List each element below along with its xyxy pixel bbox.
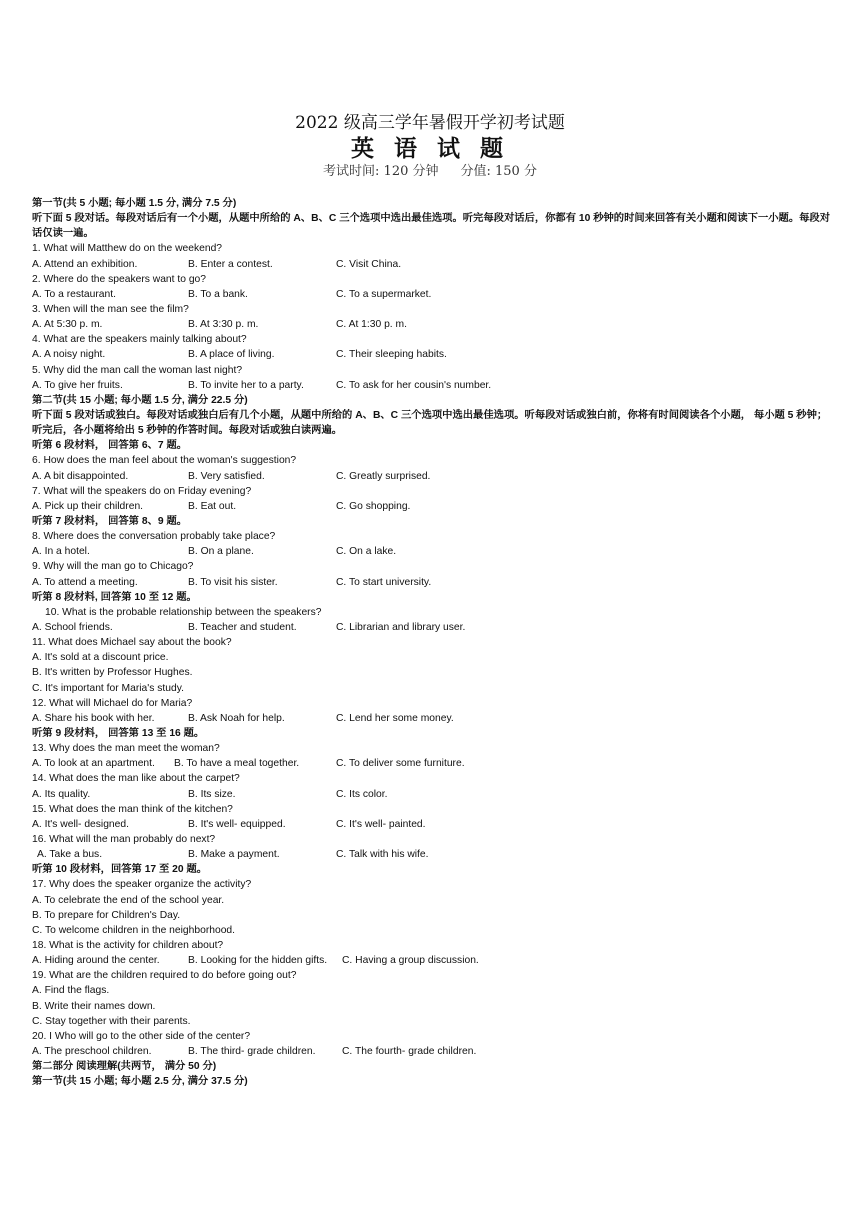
option-a: A. Find the flags. — [32, 985, 110, 997]
option-c: C. To welcome children in the neighborhood. — [32, 924, 236, 936]
option-b: B. Eat out. — [188, 500, 237, 512]
material-heading: 听第 10 段材料，回答第 17 至 20 题。 — [32, 864, 208, 876]
options-row — [32, 499, 832, 514]
question: 12. What will Michael do for Maria? — [32, 697, 193, 709]
options-row — [32, 347, 832, 362]
section-heading: 第一节(共 15 小题; 每小题 2.5 分, 满分 37.5 分) — [32, 1076, 248, 1088]
question: 13. Why does the man meet the woman? — [32, 743, 220, 755]
exam-title: 2022 级高三学年暑假开学初考试题 — [295, 113, 565, 133]
question: 6. How does the man feel about the woman's suggestion? — [32, 455, 297, 467]
option-b: B. To have a meal together. — [174, 758, 300, 770]
options-row — [32, 257, 832, 272]
option-b: B. Looking for the hidden gifts. — [188, 955, 328, 967]
option-c: C. To a supermarket. — [336, 288, 432, 300]
option-a: A. To give her fruits. — [32, 379, 123, 391]
exam-score: 分值: 150 分 — [460, 164, 537, 179]
question: 14. What does the man like about the carpet? — [32, 773, 240, 785]
question: 2. Where do the speakers want to go? — [32, 273, 207, 285]
option-c: C. It's well- painted. — [336, 818, 426, 830]
section-heading: 第二节(共 15 小题; 每小题 1.5 分, 满分 22.5 分) — [32, 394, 248, 406]
option-c: C. Lend her some money. — [336, 712, 454, 724]
question: 20. I Who will go to the other side of the center? — [32, 1030, 251, 1042]
options-row — [32, 544, 832, 559]
exam-body — [32, 196, 832, 1089]
option-b: B. It's written by Professor Hughes. — [32, 667, 193, 679]
question: 17. Why does the speaker organize the activity? — [32, 879, 252, 891]
options-row — [32, 953, 832, 968]
option-c: C. Greatly surprised. — [336, 470, 431, 482]
option-a: A. The preschool children. — [32, 1045, 152, 1057]
option-b: B. Make a payment. — [188, 849, 280, 861]
option-c: C. Its color. — [336, 788, 388, 800]
part-heading: 第二部分 阅读理解(共两节， 满分 50 分) — [32, 1061, 217, 1073]
question: 7. What will the speakers do on Friday evening? — [32, 485, 252, 497]
material-heading: 听第 6 段材料， 回答第 6、7 题。 — [32, 440, 188, 452]
question: 5. Why did the man call the woman last night? — [32, 364, 243, 376]
question: 4. What are the speakers mainly talking about? — [32, 334, 247, 346]
question: 19. What are the children required to do before going out? — [32, 970, 297, 982]
option-b: B. To a bank. — [188, 288, 248, 300]
option-c: C. The fourth- grade children. — [342, 1045, 477, 1057]
option-c: C. Stay together with their parents. — [32, 1015, 191, 1027]
question: 3. When will the man see the film? — [32, 304, 189, 316]
option-a: A. To a restaurant. — [32, 288, 116, 300]
option-c: C. Visit China. — [336, 258, 402, 270]
options-row — [32, 817, 832, 832]
option-b: B. Write their names down. — [32, 1000, 156, 1012]
option-a: A. School friends. — [32, 622, 113, 633]
options-row — [32, 756, 832, 771]
options-row — [32, 620, 832, 635]
question: 8. Where does the conversation probably take place? — [32, 531, 276, 543]
option-c: C. Go shopping. — [336, 500, 411, 512]
options-row — [32, 317, 832, 332]
question: 16. What will the man probably do next? — [32, 833, 216, 845]
option-a: A. Take a bus. — [37, 849, 103, 861]
option-b: B. Its size. — [188, 788, 236, 800]
option-a: A. A bit disappointed. — [32, 470, 129, 482]
option-a: A. A noisy night. — [32, 349, 106, 361]
option-b: B. Very satisfied. — [188, 470, 265, 482]
option-c: C. Librarian and library user. — [336, 622, 466, 633]
options-row — [32, 469, 832, 484]
option-c: C. To ask for her cousin's number. — [336, 379, 492, 391]
option-c: C. On a lake. — [336, 546, 397, 558]
option-b: B. Teacher and student. — [188, 622, 297, 633]
option-a: A. To attend a meeting. — [32, 576, 138, 588]
option-b: B. On a plane. — [188, 546, 254, 558]
options-row — [32, 1044, 832, 1059]
option-a: A. Pick up their children. — [32, 500, 144, 512]
options-row — [32, 711, 832, 726]
option-b: B. At 3:30 p. m. — [188, 319, 259, 331]
option-b: B. Ask Noah for help. — [188, 712, 285, 724]
option-c: C. To start university. — [336, 576, 432, 588]
options-row — [32, 787, 832, 802]
option-b: B. To prepare for Children's Day. — [32, 909, 181, 921]
option-c: C. Their sleeping habits. — [336, 349, 447, 361]
option-b: B. Enter a contest. — [188, 258, 273, 270]
option-a: A. It's sold at a discount price. — [32, 652, 169, 664]
exam-info — [0, 160, 860, 179]
option-a: A. To celebrate the end of the school year. — [32, 894, 225, 906]
section-heading: 第一节(共 5 小题; 每小题 1.5 分, 满分 7.5 分) — [32, 198, 237, 209]
option-a: A. It's well- designed. — [32, 818, 129, 830]
option-c: C. It's important for Maria's study. — [32, 682, 184, 694]
options-row — [32, 287, 832, 302]
material-heading: 听第 9 段材料， 回答第 13 至 16 题。 — [32, 727, 205, 739]
exam-time: 考试时间: 120 分钟 — [323, 164, 439, 179]
option-a: A. Attend an exhibition. — [32, 258, 138, 270]
question: 11. What does Michael say about the book? — [32, 637, 232, 649]
option-a: A. To look at an apartment. — [32, 758, 155, 770]
option-b: B. To invite her to a party. — [188, 379, 304, 391]
option-c: C. To deliver some furniture. — [336, 758, 465, 770]
option-b: B. The third- grade children. — [188, 1045, 316, 1057]
section-instructions: 听下面 5 段对话或独白。每段对话或独白后有几个小题，从题中所给的 A、B、C 三个选项中选出最佳选项。听每段对话或独白前，你将有时间阅读各个小题， 每小题 5 秒钟； 听完后，各小题将给出 5 秒钟的作答时间。每段对话或独白读两遍。 — [32, 410, 828, 437]
option-c: C. Having a group discussion. — [342, 955, 479, 967]
option-a: A. At 5:30 p. m. — [32, 319, 103, 331]
option-b: B. To visit his sister. — [188, 576, 278, 588]
question: 1. What will Matthew do on the weekend? — [32, 243, 223, 255]
option-a: A. Its quality. — [32, 788, 91, 800]
options-row — [32, 847, 832, 862]
option-c: C. Talk with his wife. — [336, 849, 429, 861]
material-heading: 听第 8 段材料, 回答第 10 至 12 题。 — [32, 591, 197, 603]
option-c: C. At 1:30 p. m. — [336, 319, 407, 331]
option-b: B. It's well- equipped. — [188, 818, 286, 830]
question: 15. What does the man think of the kitchen? — [32, 803, 233, 815]
question: 10. What is the probable relationship between the speakers? — [45, 606, 322, 618]
section-instructions: 听下面 5 段对话。每段对话后有一个小题，从题中所给的 A、B、C 三个选项中选出最佳选项。听完每段对话后，你都有 10 秒钟的时间来回答有关小题和阅读下一小题。每段对话仅读一遍。 — [32, 213, 831, 240]
subject-title: 英 语 试 题 — [350, 135, 510, 162]
options-row — [32, 575, 832, 590]
option-a: A. In a hotel. — [32, 546, 90, 558]
question: 9. Why will the man go to Chicago? — [32, 561, 194, 573]
material-heading: 听第 7 段材料， 回答第 8、9 题。 — [32, 516, 188, 528]
option-b: B. A place of living. — [188, 349, 275, 361]
options-row — [32, 378, 832, 393]
option-a: A. Hiding around the center. — [32, 955, 160, 967]
question: 18. What is the activity for children about? — [32, 939, 224, 951]
option-a: A. Share his book with her. — [32, 712, 155, 724]
